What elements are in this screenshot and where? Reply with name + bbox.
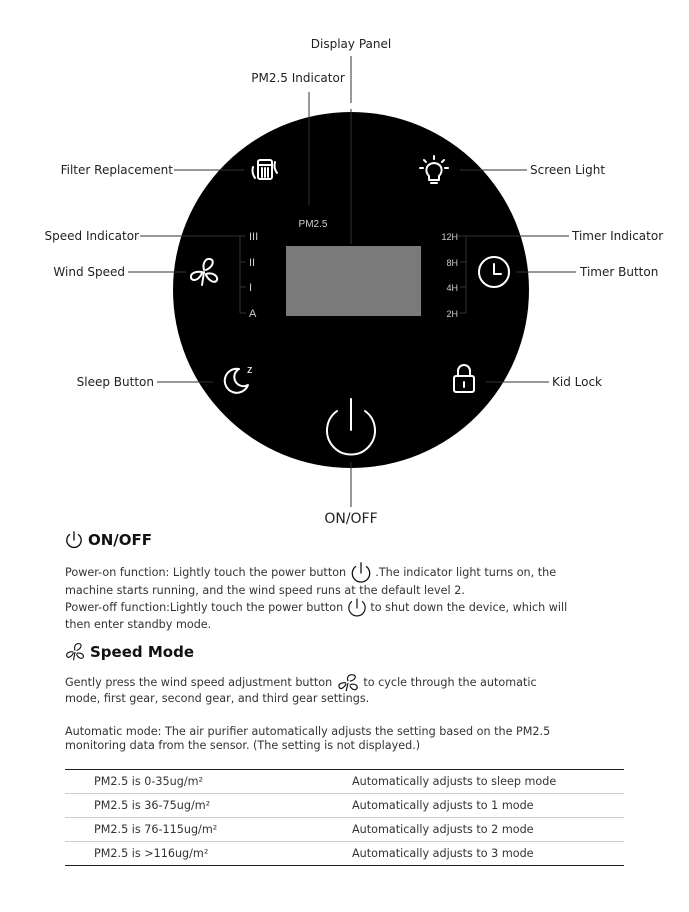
auto-line2: monitoring data from the sensor. (The setting is not displayed.)	[65, 738, 421, 752]
sleep-z: z	[247, 364, 253, 376]
timer-4h: 4H	[446, 283, 458, 293]
power-icon	[65, 531, 83, 549]
auto-mode-paragraph	[65, 725, 635, 752]
onoff-heading-text: ON/OFF	[88, 531, 153, 549]
table-cell-mode: Automatically adjusts to 2 mode	[352, 818, 624, 842]
onoff-line1a: Power-on function: Lightly touch the power button	[65, 566, 347, 579]
table-cell-mode: Automatically adjusts to 3 mode	[352, 842, 624, 866]
fan-icon	[336, 674, 360, 692]
table-cell-condition: PM2.5 is 36-75ug/m²	[65, 794, 352, 818]
label-display-panel: Display Panel	[310, 37, 392, 51]
onoff-line3a: Power-off function:Lightly touch the power button	[65, 600, 344, 614]
speed-level-auto: A	[249, 308, 257, 320]
table-cell-condition: PM2.5 is >116ug/m²	[65, 842, 352, 866]
speed-paragraph	[65, 674, 635, 706]
speed-level-2: II	[249, 257, 256, 269]
label-kid-lock: Kid Lock	[552, 375, 602, 389]
timer-2h: 2H	[446, 309, 458, 319]
onoff-paragraph	[65, 562, 635, 631]
table-row	[65, 794, 624, 818]
power-icon	[350, 562, 372, 584]
onoff-line2: machine starts running, and the wind speed runs at the default level 2.	[65, 584, 465, 597]
onoff-line3b: to shut down the device, which will	[370, 600, 568, 614]
display-pointer-dot	[348, 103, 354, 109]
timer-8h: 8H	[446, 258, 458, 268]
table-row	[65, 818, 624, 842]
pm25-mode-table	[65, 769, 624, 866]
fan-icon	[65, 643, 85, 661]
power-icon	[347, 598, 367, 618]
onoff-heading	[65, 531, 152, 549]
table-row	[65, 770, 624, 794]
speed-line1a: Gently press the wind speed adjustment button	[65, 676, 333, 689]
table-cell-mode: Automatically adjusts to sleep mode	[352, 770, 624, 794]
label-speed-indicator: Speed Indicator	[44, 229, 139, 243]
label-timer-button: Timer Button	[580, 265, 659, 279]
table-cell-condition: PM2.5 is 76-115ug/m²	[65, 818, 352, 842]
table-cell-mode: Automatically adjusts to 1 mode	[352, 794, 624, 818]
timer-12h: 12H	[441, 232, 458, 242]
label-pm25-indicator: PM2.5 Indicator	[251, 71, 345, 85]
table-row	[65, 842, 624, 866]
label-filter-replacement: Filter Replacement	[60, 163, 173, 177]
label-screen-light: Screen Light	[530, 163, 606, 177]
onoff-line1b: .The indicator light turns on, the	[375, 566, 557, 579]
label-timer-indicator: Timer Indicator	[572, 229, 664, 243]
auto-line1: Automatic mode: The air purifier automatically adjusts the setting based on the PM2.5	[65, 725, 551, 738]
speed-mode-heading-text: Speed Mode	[90, 643, 194, 661]
speed-level-1: I	[249, 282, 253, 294]
label-sleep-button: Sleep Button	[76, 375, 154, 389]
speed-mode-heading	[65, 643, 194, 661]
table-cell-condition: PM2.5 is 0-35ug/m²	[65, 770, 352, 794]
pm25-panel-text: PM2.5	[298, 219, 328, 230]
speed-level-3: III	[249, 231, 259, 243]
onoff-line4: then enter standby mode.	[65, 617, 212, 631]
label-on-off: ON/OFF	[324, 511, 378, 527]
speed-line2: mode, first gear, second gear, and third gear settings.	[65, 692, 370, 705]
label-wind-speed: Wind Speed	[53, 265, 125, 279]
speed-line1b: to cycle through the automatic	[363, 676, 537, 689]
display-screen	[286, 246, 421, 316]
